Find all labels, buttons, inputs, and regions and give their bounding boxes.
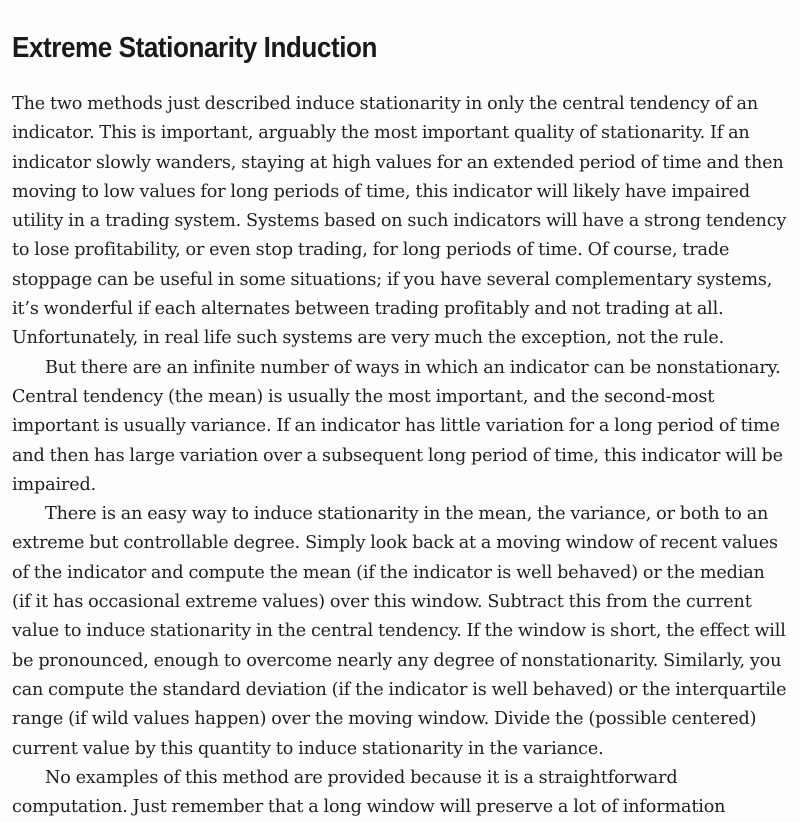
text-line: But there are an infinite number of ways in which an indicator can be nonstationary. bbox=[45, 357, 781, 378]
text-line: impaired. bbox=[12, 474, 97, 495]
text-line: The two methods just described induce stationarity in only the central tendency of an bbox=[12, 94, 759, 114]
text-line: range (if wild values happen) over the moving window. Divide the (possible centered) bbox=[12, 709, 757, 730]
text-line: value to induce stationarity in the central tendency. If the window is short, the effect will bbox=[12, 621, 786, 642]
text-line: to lose profitability, or even stop trading, for long periods of time. Of course, trade bbox=[12, 240, 730, 261]
text-line: be pronounced, enough to overcome nearly any degree of nonstationarity. Similarly, you bbox=[12, 650, 782, 671]
text-line: current value by this quantity to induce stationarity in the variance. bbox=[12, 738, 604, 759]
text-line: moving to low values for long periods of time, this indicator will likely have impaired bbox=[12, 181, 750, 202]
text-line: indicator slowly wanders, staying at high values for an extended period of time and then bbox=[12, 152, 784, 173]
text-line: and then has large variation over a subsequent long period of time, this indicator will be bbox=[12, 445, 783, 466]
text-line: indicator. This is important, arguably the most important quality of stationarity. If an bbox=[12, 123, 750, 144]
text-line: it’s wonderful if each alternates between trading profitably and not trading at all. bbox=[12, 299, 724, 320]
paragraph-4 bbox=[12, 764, 788, 822]
text-line: utility in a trading system. Systems based on such indicators will have a strong tendency bbox=[12, 211, 787, 232]
text-line: Unfortunately, in real life such systems are very much the exception, not the rule. bbox=[12, 328, 725, 349]
text-line: can compute the standard deviation (if the indicator is well behaved) or the interquartile bbox=[12, 679, 787, 700]
body-text bbox=[12, 90, 788, 822]
text-line: extreme but controllable degree. Simply look back at a moving window of recent values bbox=[12, 533, 778, 554]
paragraph-3 bbox=[12, 500, 788, 764]
text-line: of the indicator and compute the mean (if the indicator is well behaved) or the median bbox=[12, 562, 765, 583]
text-line: Central tendency (the mean) is usually the most important, and the second-most bbox=[12, 386, 715, 407]
text-line: important is usually variance. If an indicator has little variation for a long period of time bbox=[12, 416, 780, 437]
text-line: computation. Just remember that a long window will preserve a lot of information bbox=[12, 797, 726, 818]
text-line: stoppage can be useful in some situations; if you have several complementary systems, bbox=[12, 269, 773, 290]
paragraph-2 bbox=[12, 354, 788, 500]
paragraph-1 bbox=[12, 90, 788, 354]
text-line: No examples of this method are provided because it is a straightforward bbox=[45, 767, 678, 788]
text-line: There is an easy way to induce stationarity in the mean, the variance, or both to an bbox=[45, 504, 769, 525]
section-heading: Extreme Stationarity Induction bbox=[12, 32, 378, 64]
text-line: (if it has occasional extreme values) over this window. Subtract this from the current bbox=[12, 592, 752, 613]
